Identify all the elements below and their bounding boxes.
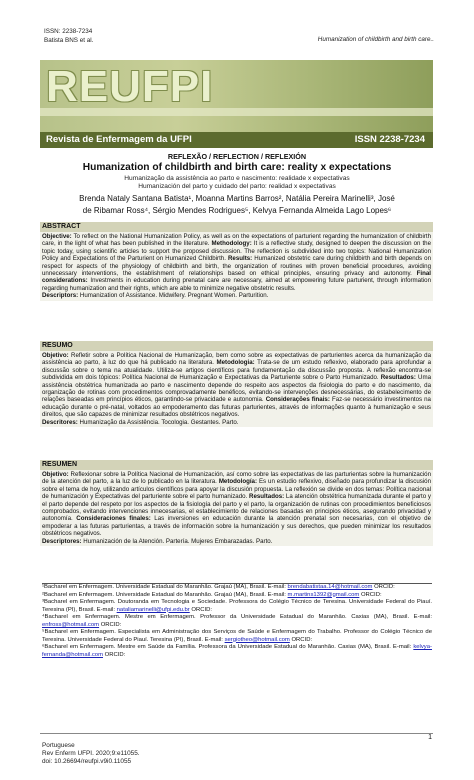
abstract-objective: To reflect on the National Humanization Policy, as well as on the expectations of parturient regarding the humanization of childbirth care, in the light of what has been published in the literature. <box>42 233 431 248</box>
subtitle-pt: Humanização da assistência ao parto e nascimento: realidade x expectativas <box>124 175 350 182</box>
affiliation-4-email-link[interactable]: enfross@hotmail.com <box>42 621 100 628</box>
journal-logo: REUFPI <box>46 62 214 111</box>
banner-bar <box>40 132 433 148</box>
resumen-final-label: Consideraciones finales: <box>76 515 151 523</box>
author-affiliations <box>42 583 432 659</box>
journal-banner <box>40 60 433 148</box>
affiliation-4-text: ⁴Bacharel em Enfermagem. Mestre em Enfermagem. Professor da Universidade Estadual do Maranhão. Caxias (MA), Brasil. E-mail: <box>42 614 432 620</box>
affiliation-6-email-link[interactable]: kelvya-fernanda@hotmail.com <box>42 644 432 658</box>
resumen-descriptors: Humanización de la Atención. Partería. Mujeres Embarazadas. Parto. <box>81 537 273 545</box>
resumen-final: Las inversiones en educación durante la atención prenatal son necesarias, con el objetivo de empoderar a las futuras parturientas, a través de información sobre la humanización y sus derechos, que pueden minimizar los resultados obstétricos negativos. <box>42 515 431 538</box>
abstract-descriptors-label: Descriptors: <box>42 292 79 300</box>
affiliation-6-text: ⁶Bacharel em Enfermagem. Mestre em Saúde da Família. Professora da Universidade Estadual do Maranhão. Caxias (MA), Brasil. E-mail: <box>42 644 414 650</box>
subtitle-es: Humanización del parto y cuidado del parto: realidad x expectativas <box>138 183 336 190</box>
resumen-results-label: Resultados: <box>249 493 285 501</box>
affiliation-1-orcid: ORCID: <box>372 584 395 590</box>
affiliation-1 <box>42 584 432 592</box>
author-list <box>42 193 432 217</box>
affiliation-2-email-link[interactable]: m.martins1392@gmail.com <box>287 591 360 598</box>
resumen-methodology-label: Metodología: <box>218 478 258 486</box>
resumen-heading: RESUMEN <box>40 460 433 470</box>
abstract-objective-label: Objective: <box>42 233 72 240</box>
resumo-final: Faz-se necessário investimentos na educação durante o pré-natal, voltados ao empoderamento das futuras parturientes, através de informações quanto à humanização e seus direitos, que são capazes de minimizar resultados obstétricos negativos. <box>42 396 431 419</box>
affiliation-2 <box>42 592 432 600</box>
abstract-section <box>40 222 433 301</box>
resumo-results: Uma assistência obstétrica humanizada ao parto e nascimento depende do respeito aos aspectos da fisiologia do parto e do nascimento, da organização de rotinas com procedimentos comprovadamente benéficos, evitando-se intervenções desnecessárias, do estabelecimento de relações baseadas em princípios éticos, garantindo-se privacidade e autonomia. <box>42 374 431 404</box>
affiliation-1-email-link[interactable]: brendabatistaa.14@hotmail.com <box>287 584 373 590</box>
article-title: Humanization of childbirth and birth care: reality x expectations <box>82 162 392 173</box>
resumo-objective: Refletir sobre a Política Nacional de Humanização, bem como sobre as expectativas de parturientes acerca da humanização da assistência ao parto, à luz do que há publicado na literatura. <box>42 352 431 367</box>
affiliation-5-email-link[interactable]: sergiotheo@hotmail.com <box>224 636 290 643</box>
footer-divider <box>40 733 433 734</box>
page-footer <box>42 742 140 766</box>
header-authors: Batista BNS et al. <box>44 37 94 44</box>
page-number: 1 <box>428 734 432 741</box>
affiliation-6-orcid: ORCID: <box>103 651 126 658</box>
affiliation-1-text: ¹Bacharel em Enfermagem. Universidade Estadual do Maranhão. Grajaú (MA), Brasil. E-mail: <box>42 584 288 590</box>
abstract-methodology: It is a reflective study, designed to deepen the discussion on the topic today, using scientific articles to support the proposed discussion. The reflection is subdivided into two topics: National Humanization Policy and Expectations of the Parturient on Humanized Childbirth. <box>42 240 432 263</box>
resumo-descriptors: Humanização da Assistência. Tocologia. Gestantes. Parto. <box>77 418 239 426</box>
abstract-methodology-label: Methodology: <box>211 240 252 248</box>
resumo-section <box>40 341 433 427</box>
affiliation-3-orcid: ORCID: <box>189 606 213 613</box>
affiliation-4 <box>42 614 432 629</box>
resumo-body <box>40 351 433 427</box>
affiliation-3-text: ³Bacharel em Enfermagem. Doutoranda em Tecnologia e Sociedade. Professora do Colégio Técnico de Teresina. Universidade Federal do Piauí. Teresina (PI), Brasil. E-mail: <box>42 599 432 613</box>
abstract-descriptors: Humanization of Assistance. Midwifery. Pregnant Women. Parturition. <box>78 292 269 300</box>
affiliation-2-text: ²Bacharel em Enfermagem. Universidade Estadual do Maranhão. Grajaú (MA), Brasil. E-mail: <box>42 591 288 598</box>
authors-line-2: de Ribamar Ross⁴, Sérgio Mendes Rodrigues⁵, Kelvya Fernanda Almeida Lago Lopes⁶ <box>82 206 392 215</box>
resumen-results: La atención obstétrica humanizada durante el parto y el parto depende del respeto por los aspectos de la fisiología del parto y el parto, la organización de rutinas con procedimientos beneficiosos comprobados, evitando intervenciones innecesarias, el establecimiento de relaciones basadas en principios éticos, asegurando privacidad y autonomía. <box>42 493 431 523</box>
affiliation-4-orcid: ORCID: <box>99 621 122 628</box>
resumo-methodology: Trata-se de um estudo reflexivo, elaborado para aprofundar a discussão sobre o tema na atualidade. Utiliza-se artigos científicos para fundamentação da discussão proposta. A reflexão encontra-se subdividida em dois tópicos: Política Nacional de Humanização e Expectativas da Parturiente sobre o Parto Humanizado. <box>42 359 431 382</box>
resumo-heading: RESUMO <box>40 341 433 351</box>
banner-issn: ISSN 2238-7234 <box>354 134 425 145</box>
affiliation-3-email-link[interactable]: nataliamarinelli@ufpi.edu.br <box>116 606 190 613</box>
abstract-body <box>40 232 433 301</box>
affiliation-5-orcid: ORCID: <box>289 636 313 643</box>
affiliation-6 <box>42 644 432 659</box>
abstract-results-label: Results: <box>227 255 253 263</box>
affiliation-2-orcid: ORCID: <box>359 591 382 598</box>
affiliation-3 <box>42 599 432 614</box>
footer-language: Portuguese <box>42 742 75 749</box>
resumo-methodology-label: Metodologia: <box>216 359 255 367</box>
resumo-descriptors-label: Descritores: <box>42 418 78 426</box>
resumen-body <box>40 470 433 546</box>
header-issn: ISSN: 2238-7234 <box>44 28 93 35</box>
abstract-final: Investments in education during prenatal care are necessary, aimed at empowering future parturient, through information regarding humanization and their rights, which are able to minimize negative obstetric results. <box>42 277 431 292</box>
footer-citation: Rev Enferm UFPI. 2020;9:e11055. <box>42 750 140 757</box>
abstract-heading: ABSTRACT <box>40 222 433 232</box>
affiliation-5 <box>42 629 432 644</box>
banner-journal-name: Revista de Enfermagem da UFPI <box>46 134 192 145</box>
affiliation-5-text: ⁵Bacharel em Enfermagem. Especialista em Administração dos Serviços de Saúde e Enfermagem do Trabalho. Professor do Colégio Técnico de Teresina. Universidade Federal do Piauí. Teresina (PI), Brasil. E-mail: <box>42 629 432 643</box>
resumen-descriptors-label: Descriptores: <box>42 537 82 545</box>
resumo-results-label: Resultados: <box>380 374 416 382</box>
resumen-section <box>40 460 433 546</box>
journal-header <box>44 27 93 45</box>
abstract-results: Humanized obstetric care during childbirth and birth depends on respect for aspects of the physiology of childbirth and birth, the organization of routines with proven beneficial procedures, avoiding unnecessary interventions, the establishment of relationships based on ethical principles, ensuring privacy and autonomy. <box>42 255 431 278</box>
resumen-objective: Reflexionar sobre la Política Nacional de Humanización, así como sobre las expectativas de las parturientas sobre la humanización de la atención del parto, a la luz de lo publicado en la literatura. <box>42 471 431 486</box>
running-title: Humanization of childbirth and birth care.. <box>317 36 434 43</box>
resumo-objective-label: Objetivo: <box>42 352 69 359</box>
footer-doi: doi: 10.26694/reufpi.v9i0.11055 <box>42 758 132 765</box>
resumen-methodology: Es un estudio reflexivo, diseñado para profundizar la discusión sobre el tema de hoy, utilizando artículos científicos para apoyar la discusión propuesta. La reflexión se divide en dos temas: Política nacional de humanización y Expectativas del parturiente sobre el parto humanizado. <box>42 478 431 501</box>
resumo-final-label: Considerações finais: <box>265 396 330 404</box>
section-type: REFLEXÃO / REFLECTION / REFLEXIÓN <box>167 152 307 161</box>
authors-line-1: Brenda Nataly Santana Batista¹, Moanna Martins Barros², Natália Pereira Marinelli³, José <box>79 194 395 203</box>
resumen-objective-label: Objetivo: <box>42 471 69 478</box>
abstract-final-label: Final considerations: <box>42 270 431 285</box>
